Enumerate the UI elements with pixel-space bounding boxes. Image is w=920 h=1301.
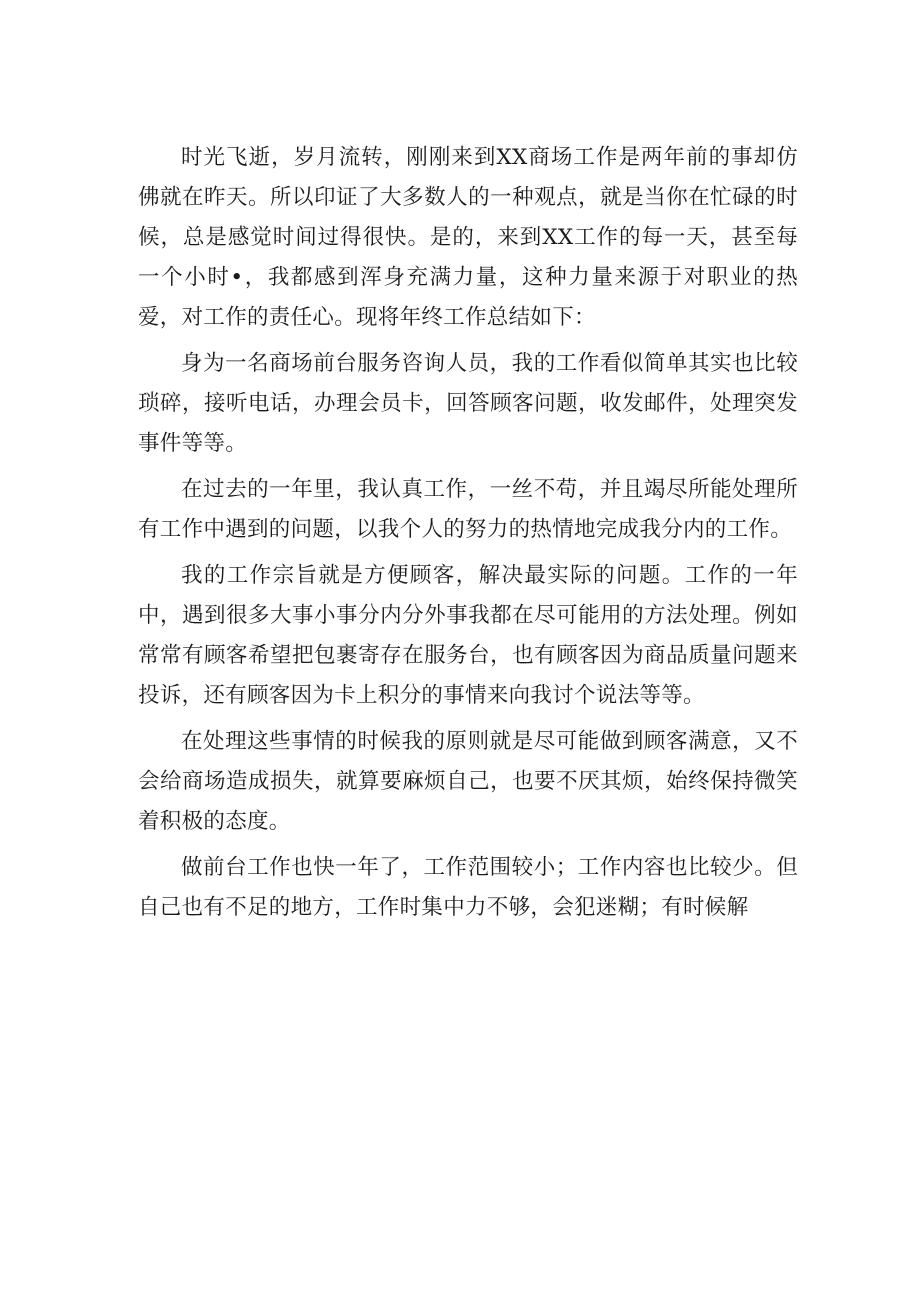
paragraph-2: 身为一名商场前台服务咨询人员，我的工作看似简单其实也比较琐碎，接听电话，办理会员卡，回答顾客问题，收发邮件，处理突发事件等等。: [138, 351, 798, 456]
paragraph-1: 时光飞逝，岁月流转，刚刚来到XX商场工作是两年前的事却仿佛就在昨天。所以印证了大多数人的一种观点，就是当你在忙碌的时候，总是感觉时间过得很快。是的，来到XX工作的每一天，甚至每一个小时•，我都感到浑身充满力量，这种力量来源于对职业的热爱，对工作的责任心。现将年终工作总结如下：: [138, 145, 798, 330]
paragraph-5: 在处理这些事情的时候我的原则就是尽可能做到顾客满意，又不会给商场造成损失，就算要麻烦自己，也要不厌其烦，始终保持微笑着积极的态度。: [138, 729, 798, 834]
paragraph-4: 我的工作宗旨就是方便顾客，解决最实际的问题。工作的一年中，遇到很多大事小事分内分外事我都在尽可能用的方法处理。例如常常有顾客希望把包裹寄存在服务台，也有顾客因为商品质量问题来投诉，还有顾客因为卡上积分的事情来向我讨个说法等等。: [138, 563, 798, 708]
paragraph-3: 在过去的一年里，我认真工作，一丝不苟，并且竭尽所能处理所有工作中遇到的问题，以我个人的努力的热情地完成我分内的工作。: [138, 477, 798, 542]
document-body: [138, 138, 798, 934]
paragraph-6: 做前台工作也快一年了，工作范围较小；工作内容也比较少。但自己也有不足的地方，工作时集中力不够，会犯迷糊；有时候解: [138, 855, 798, 920]
